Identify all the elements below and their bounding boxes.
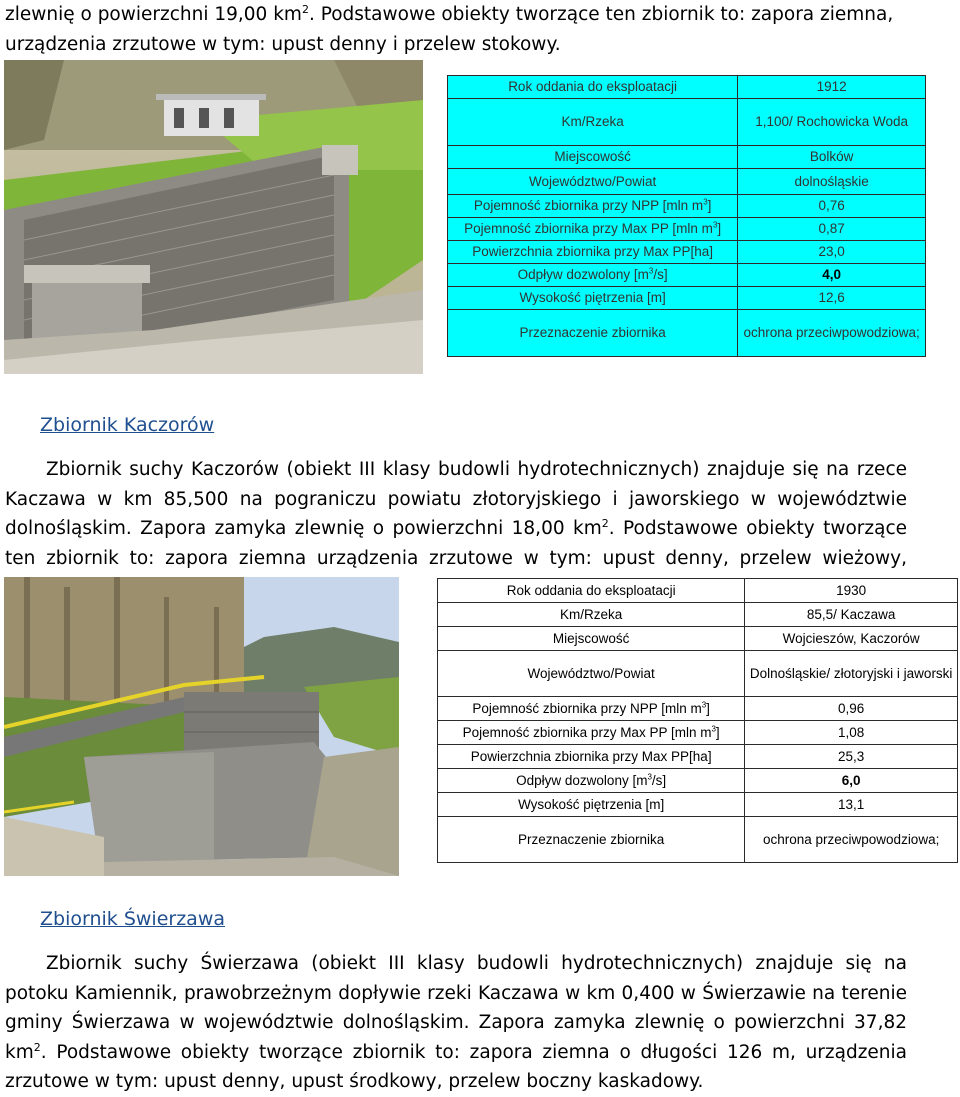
row-value: 0,87	[738, 218, 926, 241]
row-label: Województwo/Powiat	[448, 169, 738, 195]
row-value: ochrona przeciwpowodziowa;	[745, 817, 958, 863]
row-label: Pojemność zbiornika przy NPP [mln $m^3$]	[448, 195, 738, 218]
intro-line2: urządzenia zrzutowe w tym: upust denny i przelew stokowy.	[5, 33, 561, 55]
row-label: Pojemność zbiornika przy Max PP [mln $m^3$]	[438, 721, 745, 745]
row-label: Km/Rzeka	[448, 99, 738, 146]
row-value: 1,100/ Rochowicka Woda	[738, 99, 926, 146]
row-value: 0,76	[738, 195, 926, 218]
kaczorow-paragraph: Zbiornik suchy Kaczorów (obiekt III klasy budowli hydrotechnicznych) znajduje się na rzece Kaczawa w km 85,500 na pograniczu powiatu złotoryjskiego i jaworskiego w województwie dolnośląskim. Zapora zamyka zlewnię o powierzchni 18,00 $km^2$. Podstawowe obiekty tworzące ten zbiornik to: zapora ziemna urządzenia zrzutowe w tym: upust denny, przelew wieżowy,	[5, 459, 907, 569]
intro-paragraph	[5, 0, 907, 59]
kaczorow-info-table	[437, 578, 958, 863]
row-label: Miejscowość	[448, 146, 738, 169]
row-value: 25,3	[745, 745, 958, 769]
row-value: 1912	[738, 76, 926, 99]
section-heading-swierzawa: Zbiornik Świerzawa	[40, 908, 225, 930]
superscript: 2	[301, 2, 309, 16]
intro-line1: zlewnię o powierzchni 19,00 km	[5, 4, 302, 25]
row-label: Województwo/Powiat	[438, 651, 745, 697]
row-label: Powierzchnia zbiornika przy Max PP[ha]	[438, 745, 745, 769]
intro-line1-end: . Podstawowe obiekty tworzące ten zbiornik to: zapora ziemna,	[308, 4, 894, 25]
row-value: 12,6	[738, 287, 926, 310]
section-heading-kaczorow: Zbiornik Kaczorów	[40, 414, 215, 436]
row-value: 4,0	[738, 264, 926, 287]
row-label: Powierzchnia zbiornika przy Max PP[ha]	[448, 241, 738, 264]
row-value: ochrona przeciwpowodziowa;	[738, 310, 926, 357]
row-value: Wojcieszów, Kaczorów	[745, 627, 958, 651]
row-value: 0,96	[745, 697, 958, 721]
swierzawa-paragraph: Zbiornik suchy Świerzawa (obiekt III klasy budowli hydrotechnicznych) znajduje się na potoku Kamiennik, prawobrzeżnym dopływie rzeki Kaczawa w km 0,400 w Świerzawie na terenie gminy Świerzawa w województwie dolnośląskim. Zapora zamyka zlewnię o powierzchni 37,82 $km^2$. Podstawowe obiekty tworzące zbiornik to: zapora ziemna o długości 126 m, urządzenia zrzutowe w tym: upust denny, upust środkowy, przelew boczny kaskadowy.	[5, 953, 907, 1092]
row-label: Miejscowość	[438, 627, 745, 651]
row-label: Przeznaczenie zbiornika	[438, 817, 745, 863]
row-label: Km/Rzeka	[438, 603, 745, 627]
row-value: 23,0	[738, 241, 926, 264]
photo-rochowice-dam	[4, 60, 423, 374]
row-label: Przeznaczenie zbiornika	[448, 310, 738, 357]
row-value: 1930	[745, 579, 958, 603]
row-value: 13,1	[745, 793, 958, 817]
row-label: Pojemność zbiornika przy Max PP [mln $m^3$]	[448, 218, 738, 241]
rochowice-info-table	[447, 75, 926, 357]
row-label: Odpływ dozwolony $[m^3/s]$	[438, 769, 745, 793]
row-label: Rok oddania do eksploatacji	[438, 579, 745, 603]
row-label: Wysokość piętrzenia [m]	[438, 793, 745, 817]
row-value: 85,5/ Kaczawa	[745, 603, 958, 627]
row-label: Pojemność zbiornika przy NPP [mln $m^3$]	[438, 697, 745, 721]
row-value: Dolnośląskie/ złotoryjski i jaworski	[745, 651, 958, 697]
row-label: Odpływ dozwolony $[m^3/s]$	[448, 264, 738, 287]
row-label: Wysokość piętrzenia [m]	[448, 287, 738, 310]
photo-kaczorow-spillway	[4, 577, 399, 876]
row-value: Bolków	[738, 146, 926, 169]
row-value: 1,08	[745, 721, 958, 745]
row-value: dolnośląskie	[738, 169, 926, 195]
row-value: 6,0	[745, 769, 958, 793]
row-label: Rok oddania do eksploatacji	[448, 76, 738, 99]
